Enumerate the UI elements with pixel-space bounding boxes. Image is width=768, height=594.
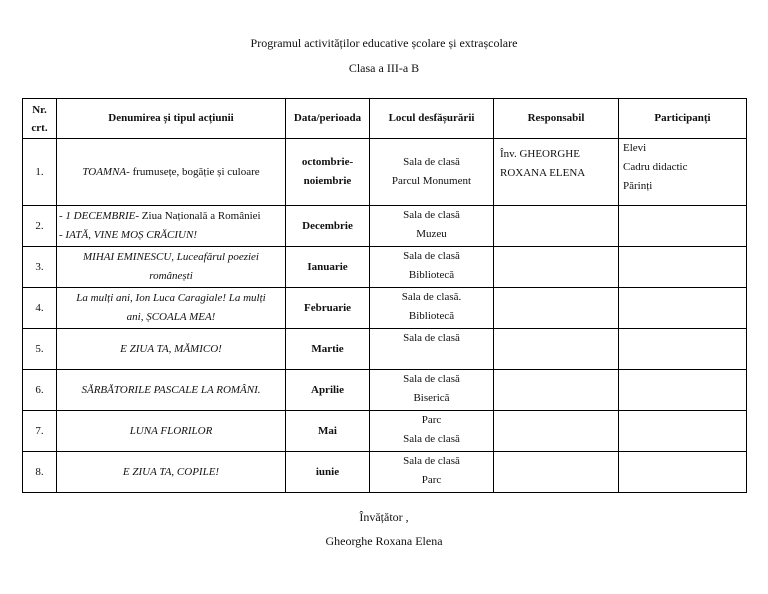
- document-title: Programul activităților educative școlare și extrașcolare: [250, 36, 518, 50]
- activity-place: [370, 370, 494, 411]
- participants-cell: [619, 139, 747, 206]
- signature-role: Învățător ,: [359, 510, 409, 524]
- table-row: [23, 247, 747, 288]
- place-line: Parc: [421, 414, 442, 426]
- activity-place: [370, 139, 494, 206]
- activity-name-line: ani, ȘCOALA MEA!: [126, 311, 216, 323]
- responsible-cell: [494, 370, 619, 411]
- activity-date: Decembrie: [286, 206, 370, 247]
- header-name: Denumirea și tipul acțiunii: [57, 99, 286, 139]
- table-row: [23, 452, 747, 493]
- activities-table: [22, 98, 747, 493]
- header-place: Locul desfășurării: [370, 99, 494, 139]
- activity-name-line: MIHAI EMINESCU, Luceafărul poeziei: [83, 251, 259, 263]
- activity-date: Mai: [286, 411, 370, 452]
- date-line: octombrie-: [301, 156, 354, 168]
- activity-place: [370, 411, 494, 452]
- participant-line: Părinți: [623, 180, 653, 192]
- participant-line: Cadru didactic: [623, 161, 688, 173]
- place-line: Bibliotecă: [408, 310, 455, 322]
- activity-name: E ZIUA TA, MĂMICO!: [57, 329, 286, 370]
- place-line: Sala de clasă: [403, 455, 460, 467]
- place-line: Bibliotecă: [408, 269, 455, 281]
- place-line: Sala de clasă: [403, 373, 460, 385]
- row-number: 3.: [23, 247, 57, 288]
- row-number: 6.: [23, 370, 57, 411]
- place-line: Sala de clasă.: [401, 291, 462, 303]
- table-row: [23, 411, 747, 452]
- place-line: Muzeu: [416, 228, 447, 240]
- place-line: Sala de clasă: [403, 209, 460, 221]
- place-line: Sala de clasă: [403, 332, 460, 344]
- responsible-line: Înv. GHEORGHE: [500, 148, 580, 160]
- activity-name: [57, 247, 286, 288]
- responsible-cell: [494, 452, 619, 493]
- activity-date: iunie: [286, 452, 370, 493]
- responsible-cell: [494, 139, 619, 206]
- activity-place: [370, 206, 494, 247]
- row-number: 1.: [23, 139, 57, 206]
- table-row: [23, 139, 747, 206]
- table-row: [23, 370, 747, 411]
- activity-name: E ZIUA TA, COPILE!: [57, 452, 286, 493]
- activity-name: SĂRBĂTORILE PASCALE LA ROMÂNI.: [57, 370, 286, 411]
- activity-name-line: românești: [149, 270, 193, 282]
- participants-cell: [619, 329, 747, 370]
- class-label: Clasa a III-a B: [348, 61, 420, 75]
- responsible-cell: [494, 329, 619, 370]
- activity-name-rest: - Ziua Națională a României: [135, 210, 261, 222]
- activity-date: [286, 139, 370, 206]
- place-line: Parc: [421, 474, 442, 486]
- table-row: [23, 288, 747, 329]
- participant-line: Elevi: [623, 142, 647, 154]
- activity-date: Februarie: [286, 288, 370, 329]
- row-number: 4.: [23, 288, 57, 329]
- activity-name-line: - IATĂ, VINE MOȘ CRĂCIUN!: [59, 229, 197, 241]
- activity-name: [57, 288, 286, 329]
- row-number: 8.: [23, 452, 57, 493]
- activity-name: LUNA FLORILOR: [57, 411, 286, 452]
- table-row: [23, 329, 747, 370]
- activity-place: [370, 452, 494, 493]
- row-number: 2.: [23, 206, 57, 247]
- row-number: 7.: [23, 411, 57, 452]
- activity-name-italic: - 1 DECEMBRIE: [59, 210, 136, 222]
- header-date: Data/perioada: [286, 99, 370, 139]
- row-number: 5.: [23, 329, 57, 370]
- activity-name: [57, 206, 286, 247]
- participants-cell: [619, 411, 747, 452]
- date-line: noiembrie: [303, 175, 352, 187]
- header-participants: Participanți: [619, 99, 747, 139]
- place-line: Biserică: [413, 392, 450, 404]
- activity-name-rest: - frumusețe, bogăție și culoare: [126, 165, 260, 178]
- activity-date: Aprilie: [286, 370, 370, 411]
- activity-name-italic: TOAMNA: [82, 165, 127, 178]
- header-responsible: Responsabil: [494, 99, 619, 139]
- participants-cell: [619, 247, 747, 288]
- header-nr: Nr. crt.: [23, 99, 57, 139]
- responsible-cell: [494, 206, 619, 247]
- table-header-row: [23, 99, 747, 139]
- participants-cell: [619, 206, 747, 247]
- place-line: Parcul Monument: [391, 175, 472, 187]
- place-line: Sala de clasă: [403, 250, 460, 262]
- activity-name-line: La mulți ani, Ion Luca Caragiale! La mulți: [76, 292, 266, 304]
- place-line: Sala de clasă: [403, 156, 460, 168]
- table-row: [23, 206, 747, 247]
- activity-place: [370, 329, 494, 370]
- activity-name: [57, 139, 286, 206]
- participants-cell: [619, 370, 747, 411]
- responsible-cell: [494, 247, 619, 288]
- participants-cell: [619, 288, 747, 329]
- activity-date: Martie: [286, 329, 370, 370]
- participants-cell: [619, 452, 747, 493]
- responsible-cell: [494, 288, 619, 329]
- activity-place: [370, 288, 494, 329]
- activity-place: [370, 247, 494, 288]
- signature-name: Gheorghe Roxana Elena: [325, 534, 443, 548]
- activity-date: Ianuarie: [286, 247, 370, 288]
- place-line: Sala de clasă: [403, 433, 460, 445]
- responsible-line: ROXANA ELENA: [500, 167, 586, 179]
- responsible-cell: [494, 411, 619, 452]
